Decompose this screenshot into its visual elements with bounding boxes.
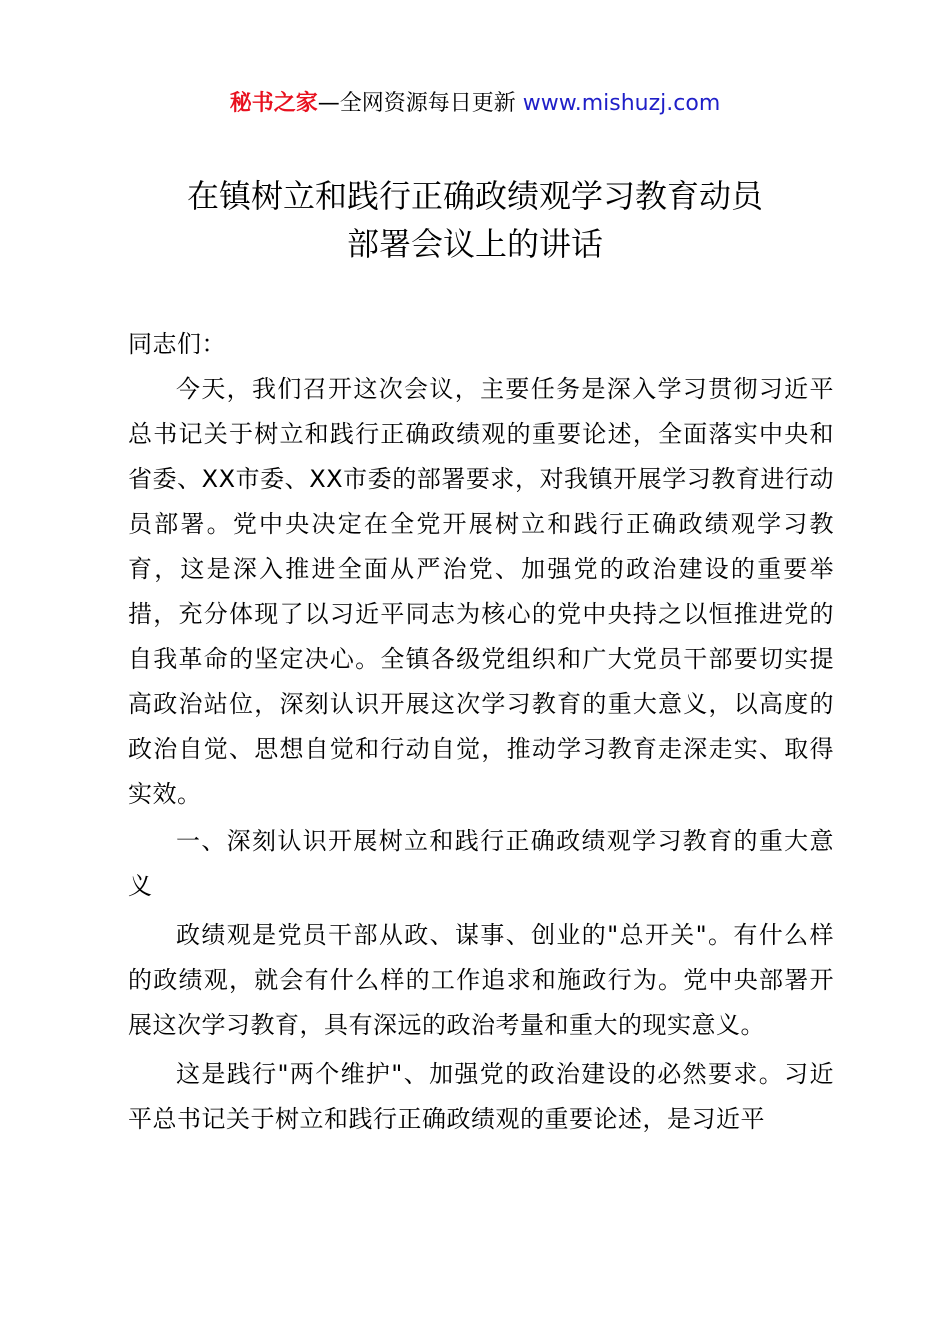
title-line-2: 部署会议上的讲话 <box>346 225 603 263</box>
site-url-link[interactable]: www.mishuzj.com <box>522 91 721 116</box>
header-slogan: 全网资源每日更新 <box>339 91 523 116</box>
section-heading: 一、深刻认识开展树立和践行正确政绩观学习教育的重大意义 <box>128 827 834 900</box>
body-paragraph: 这是践行"两个维护"、加强党的政治建设的必然要求。习近平总书记关于树立和践行正确政绩观的重要论述，是习近平 <box>128 1060 834 1133</box>
salutation: 同志们： <box>128 330 226 358</box>
site-brand: 秘书之家 <box>229 91 318 116</box>
document-title <box>100 172 850 268</box>
body-paragraph: 政绩观是党员干部从政、谋事、创业的"总开关"。有什么样的政绩观，就会有什么样的工作追求和施政行为。党中央部署开展这次学习教育，具有深远的政治考量和重大的现实意义。 <box>128 921 834 1039</box>
site-header <box>0 86 950 122</box>
header-dash: — <box>317 91 340 116</box>
document-body <box>128 322 834 1142</box>
body-paragraph: 今天，我们召开这次会议，主要任务是深入学习贯彻习近平总书记关于树立和践行正确政绩观的重要论述，全面落实中央和省委、XX市委、XX市委的部署要求，对我镇开展学习教育进行动员部署。党中央决定在全党开展树立和践行正确政绩观学习教育，这是深入推进全面从严治党、加强党的政治建设的重要举措，充分体现了以习近平同志为核心的党中央持之以恒推进党的自我革命的坚定决心。全镇各级党组织和广大党员干部要切实提高政治站位，深刻认识开展这次学习教育的重大意义，以高度的政治自觉、思想自觉和行动自觉，推动学习教育走深走实、取得实效。 <box>128 375 834 808</box>
title-line-1: 在镇树立和践行正确政绩观学习教育动员 <box>186 177 763 215</box>
